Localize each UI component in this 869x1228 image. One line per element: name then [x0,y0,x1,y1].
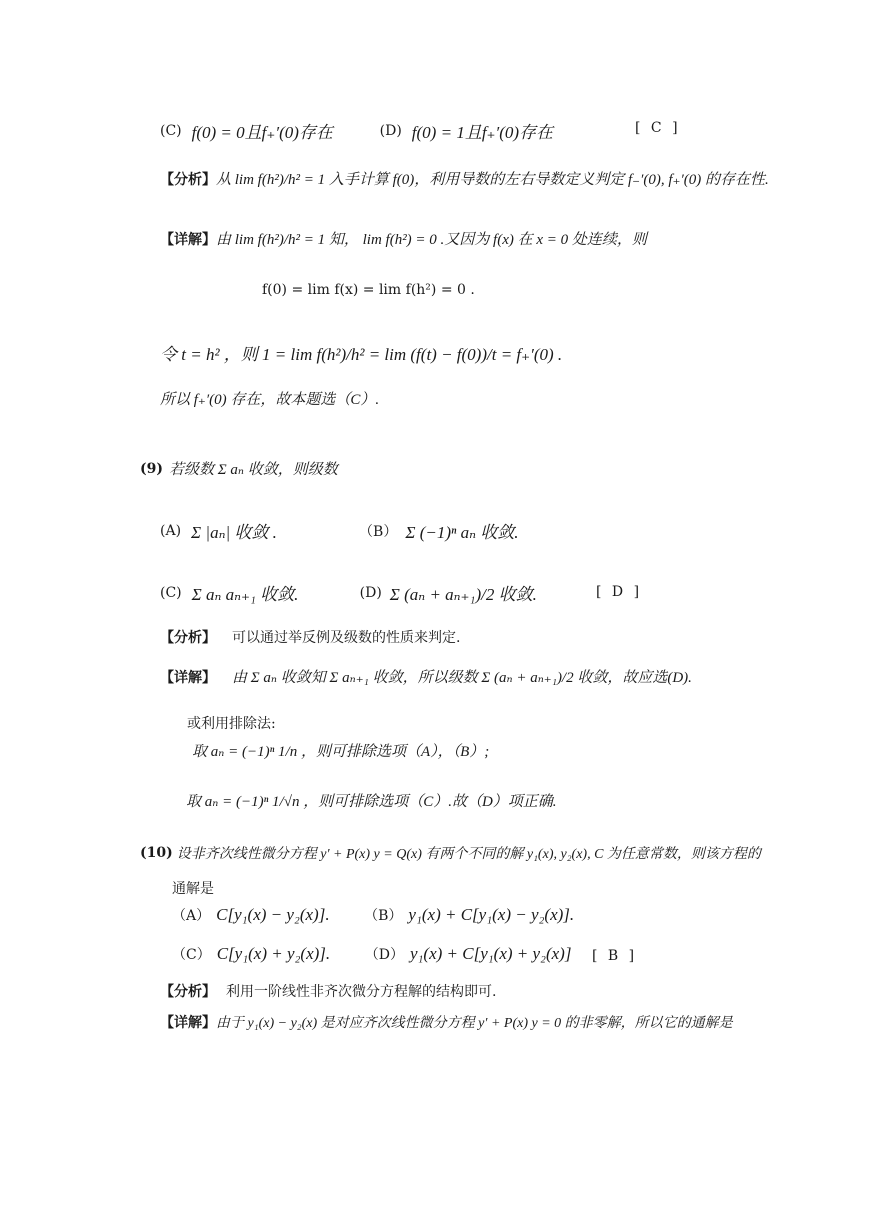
q10-detail-line-1 [160,1012,733,1032]
q8-analysis-line [160,168,769,189]
q9-number: (9) [140,460,163,477]
q9-stem-line [140,458,338,479]
detail-tag: 【详解】 [160,231,216,248]
q9-optC-label: (C) [160,584,182,601]
q10-optB-label: （B） [364,908,403,924]
q9-answer: [ D ] [596,584,640,600]
q9-options-row-1 [160,518,518,543]
q9-optC: Σ aₙ aₙ₊₁ 收敛. [191,585,299,604]
analysis-tag: 【分析】 [160,171,216,188]
q10-answer: [ B ] [592,948,635,964]
q8-detail-line-2: f(0) = lim f(x) = lim f(h²) = 0 . [262,282,475,298]
q10-analysis-text: 利用一阶线性非齐次微分方程解的结构即可. [226,984,497,1000]
q10-analysis-line [160,981,496,1001]
q9-optB: Σ (−1)ⁿ aₙ 收敛. [405,523,519,542]
q10-optD: y₁(x) + C[y₁(x) + y₂(x)] [409,944,572,963]
q9-analysis-text: 可以通过举反例及级数的性质来判定. [232,630,461,646]
q8-optC-text: f(0) = 0且f₊′(0)存在 [191,123,333,142]
analysis-tag: 【分析】 [160,984,216,1000]
q9-detail-line-3: 取 aₙ = (−1)ⁿ 1/n ，则可排除选项（A），（B）; [192,744,490,760]
q8-optD-label: (D) [379,122,402,139]
q9-stem: 若级数 Σ aₙ 收敛，则级数 [169,462,338,478]
q8-detail-line-1 [160,228,647,249]
q8-detail-line-4: 所以 f₊′(0) 存在，故本题选（C）. [160,392,380,408]
q9-options-row-2 [160,580,537,605]
q8-optC-label: (C) [160,122,182,139]
q10-options-row-1 [172,905,574,925]
q8-detail-text-1: 由 lim f(h²)/h² = 1 知， lim f(h²) = 0 .又因为 f(x) 在 x = 0 处连续，则 [216,232,647,248]
q9-detail-line-2: 或利用排除法: [187,716,276,732]
q9-detail-line-1 [160,666,692,687]
q10-stem-line-2: 通解是 [172,881,214,897]
q9-optA: Σ |aₙ| 收敛 . [191,523,277,542]
q8-optD-text: f(0) = 1且f₊′(0)存在 [411,123,554,142]
q10-detail-text-1: 由于 y₁(x) − y₂(x) 是对应齐次线性微分方程 y′ + P(x) y = 0 的非零解，所以它的通解是 [216,1016,733,1031]
q10-stem-line-1 [140,843,761,863]
q9-detail-line-4: 取 aₙ = (−1)ⁿ 1/√n ，则可排除选项（C）.故（D）项正确. [186,794,557,810]
q10-optA: C[y₁(x) − y₂(x)]. [216,905,330,924]
q9-optB-label: （B） [359,523,398,540]
detail-tag: 【详解】 [160,1015,216,1031]
detail-tag: 【详解】 [160,669,216,686]
q10-optB: y₁(x) + C[y₁(x) − y₂(x)]. [408,905,575,924]
q8-detail-line-3: 令 t = h² ，则 1 = lim f(h²)/h² = lim (f(t) − f(0))/t = f₊′(0) . [160,345,563,364]
q10-options-row-2 [172,944,571,964]
q9-optD-label: (D) [359,584,382,601]
q10-optC: C[y₁(x) + y₂(x)]. [216,944,331,963]
q10-optC-label: （C） [172,947,211,963]
q10-number: (10) [140,845,173,861]
q8-analysis-text: 从 lim f(h²)/h² = 1 入手计算 f(0)，利用导数的左右导数定义判定 f₋′(0), f₊′(0) 的存在性. [216,172,769,188]
q10-optD-label: （D） [364,947,404,963]
q9-analysis-line [160,627,460,647]
q8-answer: [ C ] [635,120,678,136]
q9-optA-label: (A) [160,522,182,539]
q8-options-row [160,118,553,143]
q9-detail-text-1: 由 Σ aₙ 收敛知 Σ aₙ₊₁ 收敛，所以级数 Σ (aₙ + aₙ₊₁)/2 收敛，故应选(D). [232,670,692,686]
q10-stem-1: 设非齐次线性微分方程 y′ + P(x) y = Q(x) 有两个不同的解 y₁(x), y₂(x), C 为任意常数，则该方程的 [176,847,761,862]
q9-optD: Σ (aₙ + aₙ₊₁)/2 收敛. [389,585,537,604]
analysis-tag: 【分析】 [160,630,216,646]
q10-optA-label: （A） [172,908,211,924]
